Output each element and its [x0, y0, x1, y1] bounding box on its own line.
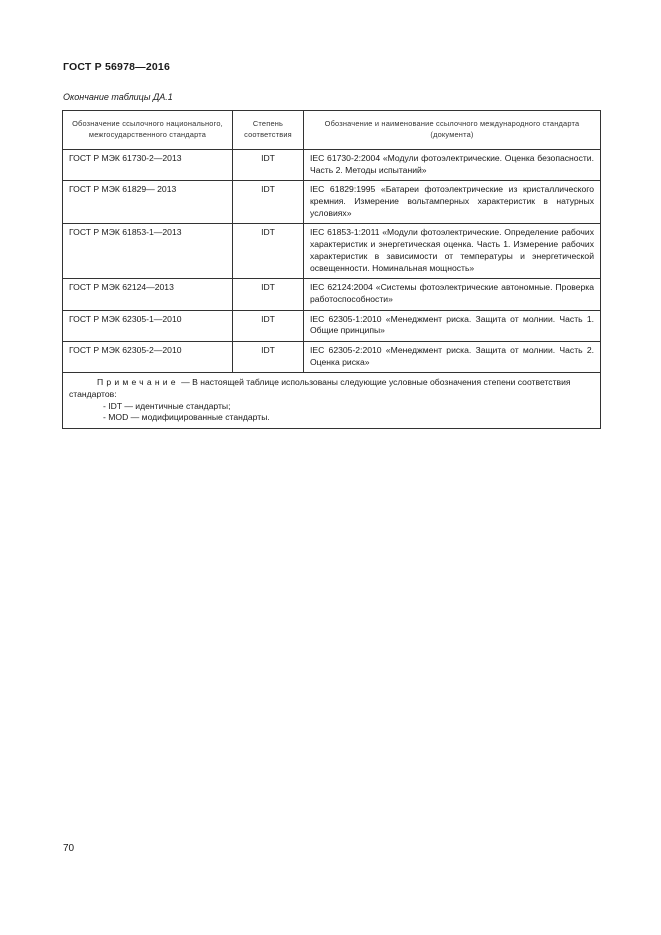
column-header-international: Обозначение и наименование ссылочного международного стандарта (документа)	[304, 111, 601, 150]
national-standard-cell: ГОСТ Р МЭК 62305-2—2010	[63, 341, 233, 372]
note-list	[69, 401, 594, 424]
note-text: — В настоящей таблице использованы следующие условные обозначения степени соответствия стандартов:	[69, 377, 571, 399]
table-note-row	[63, 373, 601, 429]
table-caption: Окончание таблицы ДА.1	[63, 92, 173, 102]
table-row	[63, 310, 601, 341]
table-row	[63, 150, 601, 181]
international-standard-cell: IEC 62305-1:2010 «Менеджмент риска. Защита от молнии. Часть 1. Общие принципы»	[304, 310, 601, 341]
table-row	[63, 341, 601, 372]
degree-cell: IDT	[233, 341, 304, 372]
degree-cell: IDT	[233, 310, 304, 341]
national-standard-cell: ГОСТ Р МЭК 61853-1—2013	[63, 224, 233, 279]
table-note	[63, 373, 601, 429]
column-header-degree: Степень соответствия	[233, 111, 304, 150]
degree-cell: IDT	[233, 150, 304, 181]
note-text-line	[69, 377, 594, 400]
international-standard-cell: IEC 62305-2:2010 «Менеджмент риска. Защита от молнии. Часть 2. Оценка риска»	[304, 341, 601, 372]
table-row	[63, 224, 601, 279]
column-header-national: Обозначение ссылочного национального, межгосударственного стандарта	[63, 111, 233, 150]
international-standard-cell: IEC 61853-1:2011 «Модули фотоэлектрические. Определение рабочих характеристик и энергетическая оценка. Часть 1. Измерение рабочих характеристик в зависимости от температуры и энергетической освещенности. Номинальная мощность»	[304, 224, 601, 279]
national-standard-cell: ГОСТ Р МЭК 62305-1—2010	[63, 310, 233, 341]
table-header-row	[63, 111, 601, 150]
table-row	[63, 181, 601, 224]
standards-table	[62, 110, 601, 429]
table-row	[63, 279, 601, 310]
degree-cell: IDT	[233, 224, 304, 279]
document-code: ГОСТ Р 56978—2016	[63, 61, 171, 73]
national-standard-cell: ГОСТ Р МЭК 61730-2—2013	[63, 150, 233, 181]
international-standard-cell: IEC 61829:1995 «Батареи фотоэлектрические из кристаллического кремния. Измерение вольтамперных характеристик в натурных условиях»	[304, 181, 601, 224]
degree-cell: IDT	[233, 181, 304, 224]
degree-cell: IDT	[233, 279, 304, 310]
national-standard-cell: ГОСТ Р МЭК 62124—2013	[63, 279, 233, 310]
international-standard-cell: IEC 61730-2:2004 «Модули фотоэлектрические. Оценка безопасности. Часть 2. Методы испытаний»	[304, 150, 601, 181]
note-list-item: - MOD — модифицированные стандарты.	[103, 412, 270, 423]
international-standard-cell: IEC 62124:2004 «Системы фотоэлектрические автономные. Проверка работоспособности»	[304, 279, 601, 310]
note-list-item: - IDT — идентичные стандарты;	[103, 400, 231, 411]
national-standard-cell: ГОСТ Р МЭК 61829— 2013	[63, 181, 233, 224]
note-label: Примечание	[97, 377, 179, 388]
page-number: 70	[63, 843, 75, 854]
